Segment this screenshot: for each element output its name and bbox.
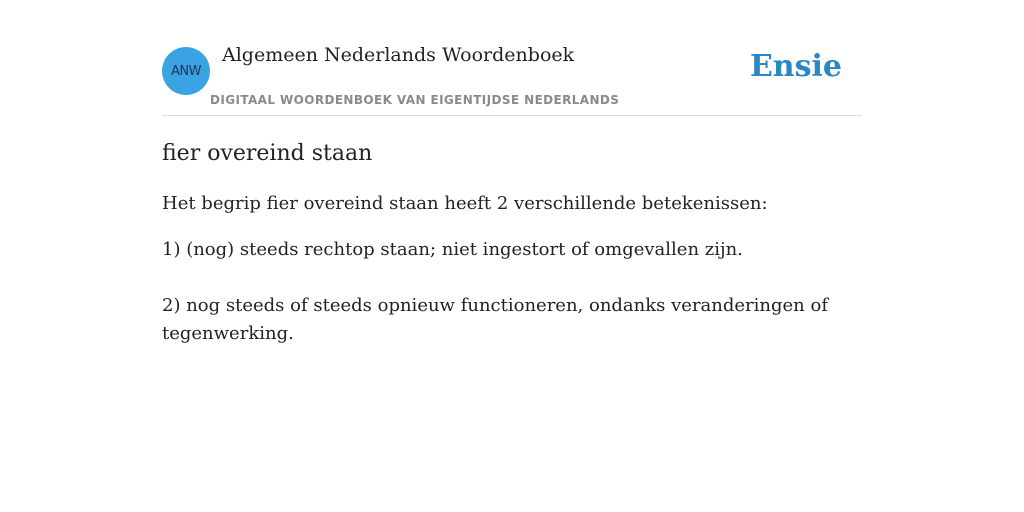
entry-intro: Het begrip fier overeind staan heeft 2 verschillende betekenissen: [162,193,768,214]
logo-text: ANW [171,63,201,79]
ensie-brand-link[interactable]: Ensie [749,49,842,84]
entry-content [162,138,842,376]
site-subtitle: DIGITAAL WOORDENBOEK VAN EIGENTIJDSE NEDERLANDS [210,93,620,107]
site-header [162,40,862,116]
entry-title: fier overeind staan [162,141,373,166]
definition-list [162,236,842,348]
anw-logo[interactable] [162,47,210,95]
definition-item: 2) nog steeds of steeds opnieuw functioneren, ondanks veranderingen of tegenwerking. [162,295,828,344]
definition-item: 1) (nog) steeds rechtop staan; niet ingestort of omgevallen zijn. [162,239,743,260]
site-title[interactable]: Algemeen Nederlands Woordenboek [222,44,575,66]
